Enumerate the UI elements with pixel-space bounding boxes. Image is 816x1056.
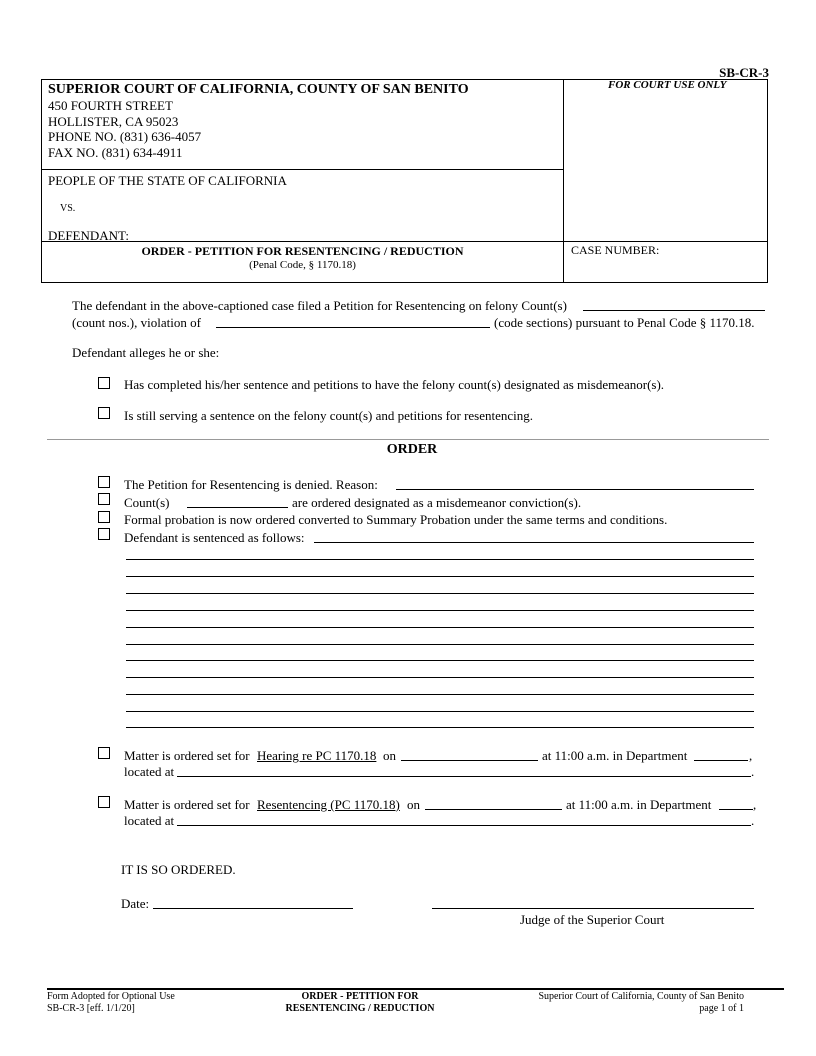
hearing-period: . [751, 764, 755, 779]
resentencing-on-label: on [407, 797, 420, 812]
court-address-2: HOLLISTER, CA 95023 [48, 114, 179, 129]
hearing-department-field[interactable] [694, 760, 748, 761]
sentence-line[interactable] [126, 644, 754, 645]
judge-signature-field[interactable] [432, 908, 754, 909]
denied-checkbox[interactable] [98, 476, 110, 488]
footer-page: page 1 of 1 [699, 1003, 744, 1014]
court-use-only: FOR COURT USE ONLY [608, 79, 727, 91]
sentence-line[interactable] [126, 593, 754, 594]
court-phone: PHONE NO. (831) 636-4057 [48, 129, 202, 144]
court-fax: FAX NO. (831) 634-4911 [48, 145, 183, 160]
hearing-checkbox[interactable] [98, 747, 110, 759]
code-violation-field[interactable] [216, 327, 490, 328]
sentence-line[interactable] [126, 559, 754, 560]
hearing-comma: , [749, 748, 753, 763]
case-number-label: CASE NUMBER: [571, 243, 660, 257]
hearing-type-label: Hearing re PC 1170.18 [257, 748, 377, 763]
sentence-line-1[interactable] [314, 542, 754, 543]
sentence-line[interactable] [126, 576, 754, 577]
hearing-located-label: located at [124, 764, 175, 779]
footer-title-2: RESENTENCING / REDUCTION [285, 1003, 435, 1014]
still-serving-label: Is still serving a sentence on the felony count(s) and petitions for resentencing. [124, 408, 534, 423]
resentencing-comma: , [753, 797, 757, 812]
completed-sentence-checkbox[interactable] [98, 377, 110, 389]
sentenced-label: Defendant is sentenced as follows: [124, 530, 305, 545]
date-field[interactable] [153, 908, 353, 909]
so-ordered: IT IS SO ORDERED. [121, 862, 236, 877]
sentence-line[interactable] [126, 727, 754, 728]
defendant-label: DEFENDANT: [48, 228, 129, 243]
sentence-line[interactable] [126, 694, 754, 695]
felony-counts-field[interactable] [583, 310, 765, 311]
sentence-line[interactable] [126, 711, 754, 712]
hearing-on-label: on [383, 748, 396, 763]
footer-rule [47, 988, 784, 990]
footer-form-code: SB-CR-3 [eff. 1/1/20] [47, 1003, 135, 1014]
resentencing-time-label: at 11:00 a.m. in Department [566, 797, 712, 812]
counts-designated-label: are ordered designated as a misdemeanor conviction(s). [292, 495, 582, 510]
footer-title-1: ORDER - PETITION FOR [301, 991, 419, 1002]
vs-label: VS. [60, 203, 76, 214]
resentencing-department-field[interactable] [719, 809, 753, 810]
judge-label: Judge of the Superior Court [520, 912, 665, 927]
intro-line-1: The defendant in the above-captioned case filed a Petition for Resentencing on felony Count(s) [72, 298, 567, 313]
resentencing-label: Matter is ordered set for [124, 797, 250, 812]
resentencing-type-label: Resentencing (PC 1170.18) [257, 797, 400, 812]
section-divider [47, 439, 769, 440]
sentence-line[interactable] [126, 627, 754, 628]
penal-code-ref: (Penal Code, § 1170.18) [249, 259, 356, 271]
footer-court: Superior Court of California, County of San Benito [538, 991, 744, 1002]
sentence-line[interactable] [126, 660, 754, 661]
sentence-line[interactable] [126, 677, 754, 678]
hearing-location-field[interactable] [177, 776, 751, 777]
misdemeanor-checkbox[interactable] [98, 493, 110, 505]
still-serving-checkbox[interactable] [98, 407, 110, 419]
hearing-date-field[interactable] [401, 760, 538, 761]
resentencing-date-field[interactable] [425, 809, 562, 810]
court-name: SUPERIOR COURT OF CALIFORNIA, COUNTY OF SAN BENITO [48, 82, 469, 97]
people-label: PEOPLE OF THE STATE OF CALIFORNIA [48, 173, 287, 188]
caption-divider-2 [41, 241, 768, 242]
probation-checkbox[interactable] [98, 511, 110, 523]
form-code: SB-CR-3 [719, 65, 769, 80]
hearing-time-label: at 11:00 a.m. in Department [542, 748, 688, 763]
order-title: ORDER - PETITION FOR RESENTENCING / REDUCTION [141, 244, 464, 258]
alleges-label: Defendant alleges he or she: [72, 345, 220, 360]
resentencing-located-label: located at [124, 813, 175, 828]
hearing-label: Matter is ordered set for [124, 748, 250, 763]
sentence-line[interactable] [126, 610, 754, 611]
misdemeanor-counts-field[interactable] [187, 507, 288, 508]
intro-line-2a: (count nos.), violation of [72, 315, 201, 330]
caption-divider-1 [41, 169, 564, 170]
court-address-1: 450 FOURTH STREET [48, 98, 173, 113]
counts-label: Count(s) [124, 495, 170, 510]
denied-reason-field[interactable] [396, 489, 754, 490]
sentenced-checkbox[interactable] [98, 528, 110, 540]
resentencing-period: . [751, 813, 755, 828]
denied-label: The Petition for Resentencing is denied. Reason: [124, 477, 378, 492]
completed-sentence-label: Has completed his/her sentence and petitions to have the felony count(s) designated as misdemeanor(s). [124, 377, 665, 392]
date-label: Date: [121, 896, 150, 911]
resentencing-location-field[interactable] [177, 825, 751, 826]
probation-label: Formal probation is now ordered converted to Summary Probation under the same terms and conditions. [124, 512, 668, 527]
intro-line-2b: (code sections) pursuant to Penal Code § 1170.18. [494, 315, 755, 330]
order-heading: ORDER [386, 442, 438, 457]
resentencing-checkbox[interactable] [98, 796, 110, 808]
footer-form-adopted: Form Adopted for Optional Use [47, 991, 175, 1002]
